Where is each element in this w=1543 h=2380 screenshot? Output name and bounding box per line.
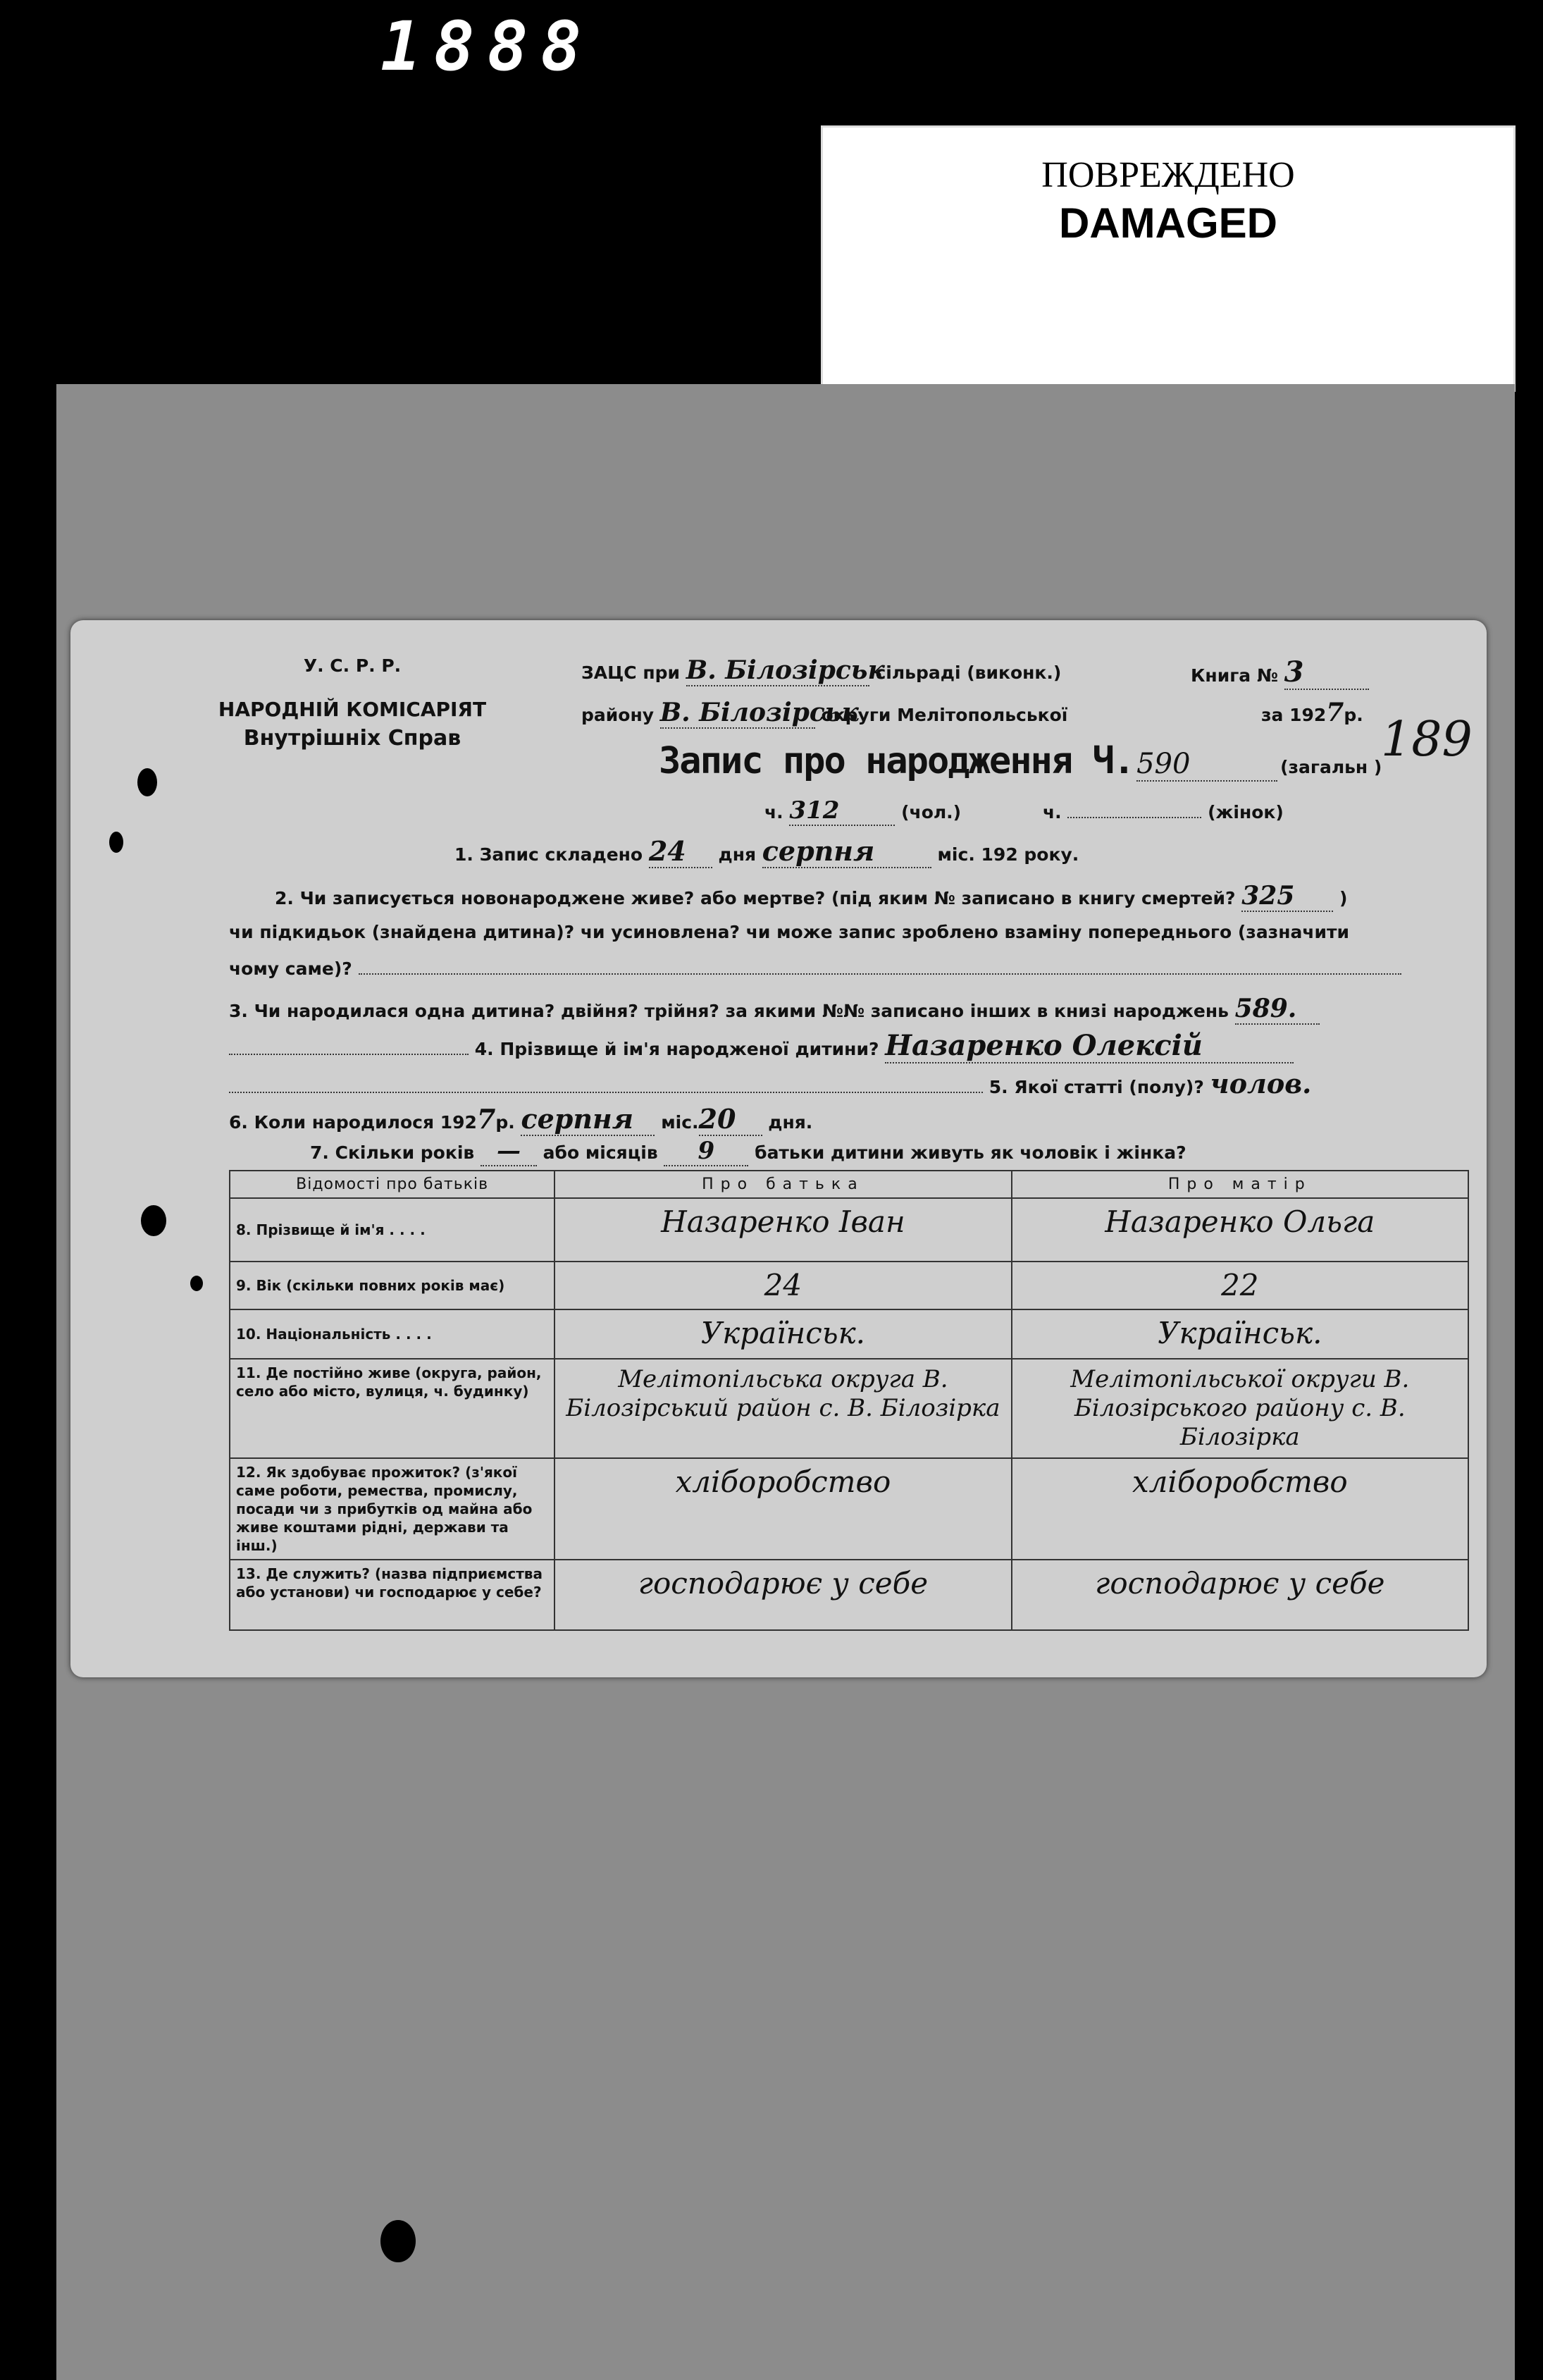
binder-hole <box>190 1276 203 1291</box>
title-line <box>659 740 1382 782</box>
item-3-label: 3. Чи народилася одна дитина? двійня? трійня? за якими №№ записано інших в книзі народжень <box>229 1001 1229 1021</box>
male-prefix: ч. <box>764 802 783 822</box>
item-2-line3-blank <box>359 973 1401 975</box>
item-4 <box>229 1029 1294 1063</box>
father-age: 24 <box>554 1262 1011 1309</box>
item-1-month: серпня <box>762 835 931 868</box>
zags-suffix: сільраді (виконк.) <box>875 662 1062 683</box>
item-1-day: 24 <box>649 835 712 868</box>
parents-table <box>229 1170 1469 1631</box>
stamp-ru: ПОВРЕЖДЕНО <box>1041 155 1295 195</box>
general-label: (загальн ) <box>1280 757 1382 777</box>
item-2-line3 <box>229 958 1401 979</box>
mother-occupation: хліборобство <box>1012 1458 1468 1560</box>
item-7-suffix: батьки дитини живуть як чоловік і жінка? <box>755 1142 1186 1163</box>
district-suffix: округи Мелітопольської <box>821 705 1068 725</box>
item-5-blank <box>229 1092 983 1093</box>
row-label: 12. Як здобуває прожиток? (з'якої саме роботи, ремества, промислу, посади чи з прибутків од майна або живе коштами рідні, держави та інш.) <box>230 1458 554 1560</box>
item-3 <box>229 994 1320 1025</box>
item-6-year: 7 <box>476 1103 496 1135</box>
item-6-label: 6. Коли народилося 192 <box>229 1112 477 1133</box>
item-6-year-suffix: р. <box>495 1112 515 1133</box>
item-7-months: 9 <box>664 1137 748 1166</box>
col-mother-header: Про матір <box>1012 1171 1468 1198</box>
mother-residence: Мелітопільської округи В. Білозірського району с. В. Білозірка <box>1012 1359 1468 1457</box>
item-6 <box>229 1103 812 1136</box>
item-2-line2: чи підкидьок (знайдена дитина)? чи усиновлена? чи може запис зроблено взаміну попереднього (зазначити <box>229 922 1350 942</box>
item-5-label: 5. Якої статті (полу)? <box>989 1077 1204 1097</box>
year-label: за 192 <box>1261 705 1327 725</box>
table-row <box>230 1262 1468 1309</box>
father-residence: Мелітопільська округа В. Білозірський район с. В. Білозірка <box>554 1359 1011 1457</box>
item-3-number: 589. <box>1235 994 1320 1025</box>
row-label: 9. Вік (скільки повних років має) <box>230 1262 554 1309</box>
item-2-label: 2. Чи записується новонароджене живе? або мертве? (під яким № записано в книгу смертей? <box>275 888 1236 908</box>
interior-label: Внутрішніх Справ <box>243 726 461 751</box>
item-4-blank <box>229 1054 469 1055</box>
item-6-day: 20 <box>699 1103 762 1136</box>
item-1-suffix: міс. 192 року. <box>937 844 1079 865</box>
record-number-hand: 590 <box>1136 748 1277 782</box>
item-1-label: 1. Запис складено <box>454 844 643 865</box>
zags-hand: В. Білозірськ <box>686 655 885 685</box>
table-row <box>230 1198 1468 1262</box>
female-line <box>1043 802 1284 822</box>
row-label: 10. Національність . . . . <box>230 1309 554 1359</box>
row-label: 13. Де служить? (назва підприємства або установи) чи господарює у себе? <box>230 1560 554 1630</box>
item-6-month: серпня <box>521 1103 655 1136</box>
item-6-day-label: дня. <box>768 1112 813 1133</box>
stain-mark <box>380 2220 416 2262</box>
year-suffix: р. <box>1344 705 1363 725</box>
mother-name: Назаренко Ольга <box>1012 1198 1468 1262</box>
district-prefix: району <box>581 705 655 725</box>
book-line <box>1191 655 1369 690</box>
male-label: (чол.) <box>901 802 962 822</box>
mother-age: 22 <box>1012 1262 1468 1309</box>
district-hand: В. Білозірськ <box>659 698 859 727</box>
item-1 <box>454 835 1079 868</box>
damaged-stamp <box>821 125 1516 392</box>
book-hand: 3 <box>1284 655 1369 690</box>
item-7-months-label: або місяців <box>543 1142 658 1163</box>
col-info-header: Відомості про батьків <box>230 1171 554 1198</box>
commissariat-label: НАРОДНІЙ КОМІСАРІЯТ <box>218 698 487 721</box>
item-7 <box>310 1137 1186 1166</box>
frame-number: 1888 <box>380 7 595 86</box>
male-line <box>764 796 961 826</box>
female-label: (жінок) <box>1208 802 1284 822</box>
stamp-en: DAMAGED <box>1059 199 1277 247</box>
binder-hole <box>109 832 123 853</box>
mother-employment: господарює у себе <box>1012 1560 1468 1630</box>
item-5 <box>229 1068 1311 1099</box>
table-header-row <box>230 1171 1468 1198</box>
binder-hole <box>141 1205 166 1236</box>
table-row <box>230 1458 1468 1560</box>
district-line <box>581 698 1067 729</box>
child-sex: чолов. <box>1210 1068 1312 1099</box>
binder-hole <box>137 768 157 796</box>
book-label: Книга № <box>1191 665 1278 686</box>
item-7-years: — <box>481 1137 537 1166</box>
item-6-month-label: міс. <box>661 1112 699 1133</box>
item-4-label: 4. Прізвище й ім'я народженої дитини? <box>474 1039 879 1059</box>
table-row <box>230 1560 1468 1630</box>
usrr-label: У. С. Р. Р. <box>303 655 402 676</box>
archive-side-number: 189 <box>1381 712 1473 767</box>
row-label: 11. Де постійно живе (округа, район, село або місто, вулиця, ч. будинку) <box>230 1359 554 1457</box>
female-prefix: ч. <box>1043 802 1062 822</box>
col-father-header: Про батька <box>554 1171 1011 1198</box>
row-label: 8. Прізвище й ім'я . . . . <box>230 1198 554 1262</box>
child-name: Назаренко Олексій <box>885 1029 1294 1063</box>
birth-record-card <box>70 620 1487 1677</box>
item-2-close: ) <box>1339 888 1348 908</box>
father-occupation: хліборобство <box>554 1458 1011 1560</box>
record-title: Запис про народження Ч. <box>659 740 1134 782</box>
male-number-hand: 312 <box>789 796 895 826</box>
item-7-label: 7. Скільки років <box>310 1142 475 1163</box>
zags-prefix: ЗАЦС при <box>581 662 681 683</box>
father-employment: господарює у себе <box>554 1560 1011 1630</box>
year-line <box>1261 698 1363 727</box>
table-row <box>230 1359 1468 1457</box>
year-hand: 7 <box>1326 698 1344 727</box>
father-name: Назаренко Іван <box>554 1198 1011 1262</box>
item-1-day-label: дня <box>718 844 757 865</box>
father-nationality: Українськ. <box>554 1309 1011 1359</box>
item-2-line3-label: чому саме)? <box>229 958 352 979</box>
table-row <box>230 1309 1468 1359</box>
item-2-death-number: 325 <box>1241 881 1333 912</box>
mother-nationality: Українськ. <box>1012 1309 1468 1359</box>
item-2 <box>275 881 1347 912</box>
zags-line <box>581 655 1061 686</box>
female-blank <box>1067 817 1201 818</box>
